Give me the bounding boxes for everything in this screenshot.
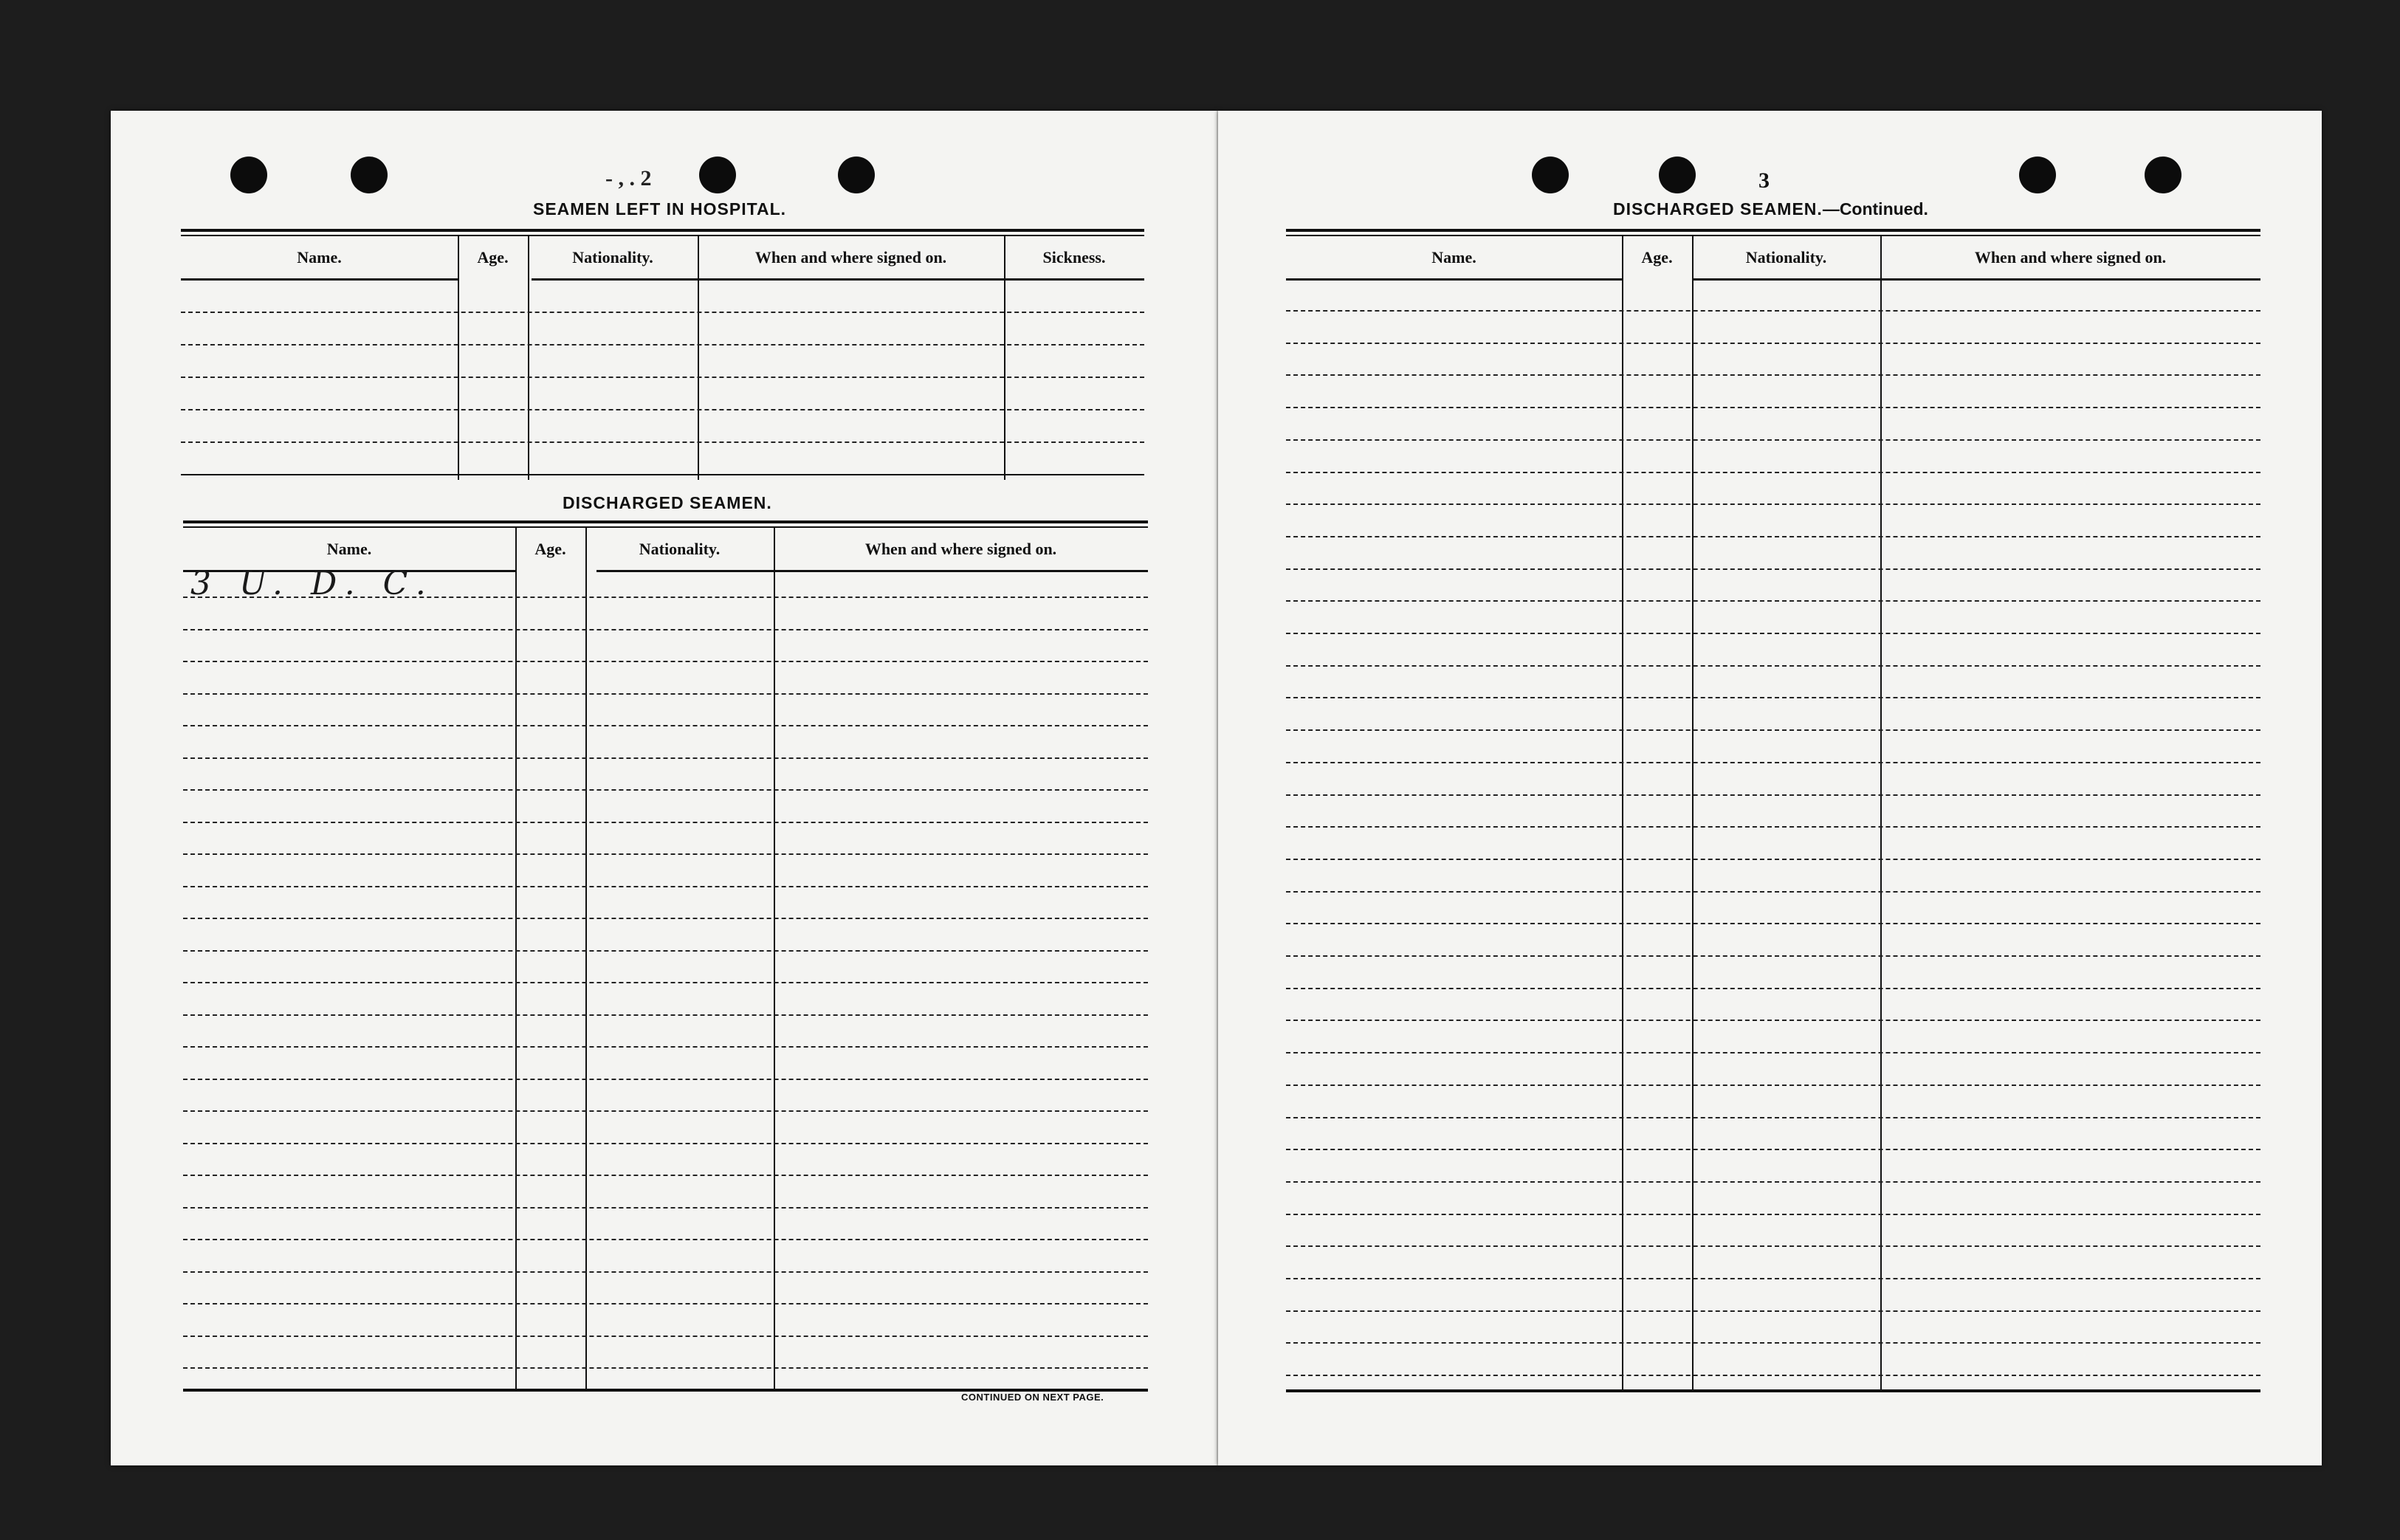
form-row-line <box>1286 1278 2260 1279</box>
form-row-line <box>183 693 1148 695</box>
form-row-line <box>183 1239 1148 1240</box>
form-row-line <box>1286 1117 2260 1118</box>
form-row-line <box>1286 729 2260 731</box>
form-row-line <box>1286 343 2260 344</box>
form-row-line <box>183 1175 1148 1176</box>
column-header-signed-on: When and where signed on. <box>754 248 947 267</box>
form-row-line <box>1286 310 2260 312</box>
left-page <box>111 111 1218 1465</box>
hospital-section-title: SEAMEN LEFT IN HOSPITAL. <box>533 199 787 219</box>
discharged-continued-table <box>1286 229 2260 1392</box>
column-header-name: Name. <box>297 248 342 267</box>
column-header-age: Age. <box>1641 248 1673 267</box>
punch-hole <box>1659 157 1696 193</box>
discharged-section-title: DISCHARGED SEAMEN. <box>563 493 772 512</box>
title-text: DISCHARGED SEAMEN. <box>1613 199 1823 219</box>
form-row-line <box>1286 1310 2260 1312</box>
form-row-line <box>183 1336 1148 1337</box>
form-row-line <box>183 1303 1148 1304</box>
form-row-line <box>1286 503 2260 505</box>
discharged-continued-title <box>1613 199 1928 219</box>
hospital-table <box>181 229 1144 480</box>
form-row-line <box>183 1079 1148 1080</box>
form-row-line <box>1286 697 2260 698</box>
form-row-line <box>1286 794 2260 796</box>
form-row-line <box>1286 407 2260 408</box>
punch-hole <box>1532 157 1569 193</box>
form-row-line <box>1286 1020 2260 1021</box>
form-row-line <box>1286 536 2260 537</box>
form-row-line <box>1286 826 2260 828</box>
punch-hole <box>2019 157 2056 193</box>
form-row-line <box>183 853 1148 855</box>
punch-hole <box>838 157 875 193</box>
form-row-line <box>183 950 1148 952</box>
form-row-line <box>1286 955 2260 957</box>
form-row-line <box>183 757 1148 759</box>
form-row-line <box>183 822 1148 823</box>
form-row-line <box>1286 1149 2260 1150</box>
column-header-nationality: Nationality. <box>1745 248 1827 267</box>
form-row-line <box>183 1014 1148 1016</box>
column-header-signed-on: When and where signed on. <box>864 540 1057 558</box>
form-row-line <box>1286 988 2260 989</box>
form-row-line <box>183 661 1148 662</box>
form-row-line <box>183 886 1148 887</box>
form-row-line <box>1286 439 2260 441</box>
column-header-nationality: Nationality. <box>572 248 653 267</box>
form-row-line <box>1286 1214 2260 1215</box>
punch-hole <box>351 157 388 193</box>
discharged-table <box>183 520 1148 1392</box>
form-row-line <box>1286 1084 2260 1086</box>
column-header-age: Age. <box>534 540 566 558</box>
form-row-line <box>1286 633 2260 634</box>
form-row-line <box>1286 1342 2260 1344</box>
form-row-line <box>183 629 1148 630</box>
right-page <box>1218 111 2322 1465</box>
form-row-line <box>183 1046 1148 1048</box>
form-row-line <box>1286 665 2260 667</box>
form-row-line <box>183 1367 1148 1369</box>
column-header-name: Name. <box>326 540 372 558</box>
form-row-line <box>1286 859 2260 860</box>
form-row-line <box>183 1110 1148 1112</box>
form-row-line <box>1286 891 2260 893</box>
punch-hole <box>230 157 267 193</box>
form-row-line <box>183 982 1148 983</box>
form-row-line <box>1286 762 2260 763</box>
continued-note: CONTINUED ON NEXT PAGE. <box>961 1392 1104 1403</box>
punch-hole <box>2145 157 2181 193</box>
handwritten-entry: 3 U. D. C. <box>190 565 435 602</box>
column-header-name: Name. <box>1431 248 1476 267</box>
column-header-nationality: Nationality. <box>639 540 721 558</box>
form-row-line <box>1286 472 2260 473</box>
page-number: 3 <box>1758 168 1770 193</box>
form-row-line <box>1286 1052 2260 1053</box>
form-row-line <box>183 1143 1148 1144</box>
column-header-signed-on: When and where signed on. <box>1974 248 2167 267</box>
column-header-sickness: Sickness. <box>1042 248 1106 267</box>
form-row-line <box>1286 568 2260 570</box>
form-row-line <box>1286 374 2260 376</box>
form-row-line <box>183 1271 1148 1273</box>
form-row-line <box>1286 1181 2260 1183</box>
form-row-line <box>1286 1375 2260 1376</box>
handwritten-page-mark: - , . 2 <box>605 166 652 190</box>
form-row-line <box>183 918 1148 919</box>
form-row-line <box>183 725 1148 726</box>
form-row-line <box>183 789 1148 791</box>
form-row-line <box>183 1207 1148 1209</box>
punch-hole <box>699 157 736 193</box>
title-suffix: —Continued. <box>1822 199 1928 219</box>
column-header-age: Age. <box>477 248 509 267</box>
form-row-line <box>1286 600 2260 602</box>
form-row-line <box>1286 923 2260 924</box>
form-row-line <box>1286 1245 2260 1247</box>
